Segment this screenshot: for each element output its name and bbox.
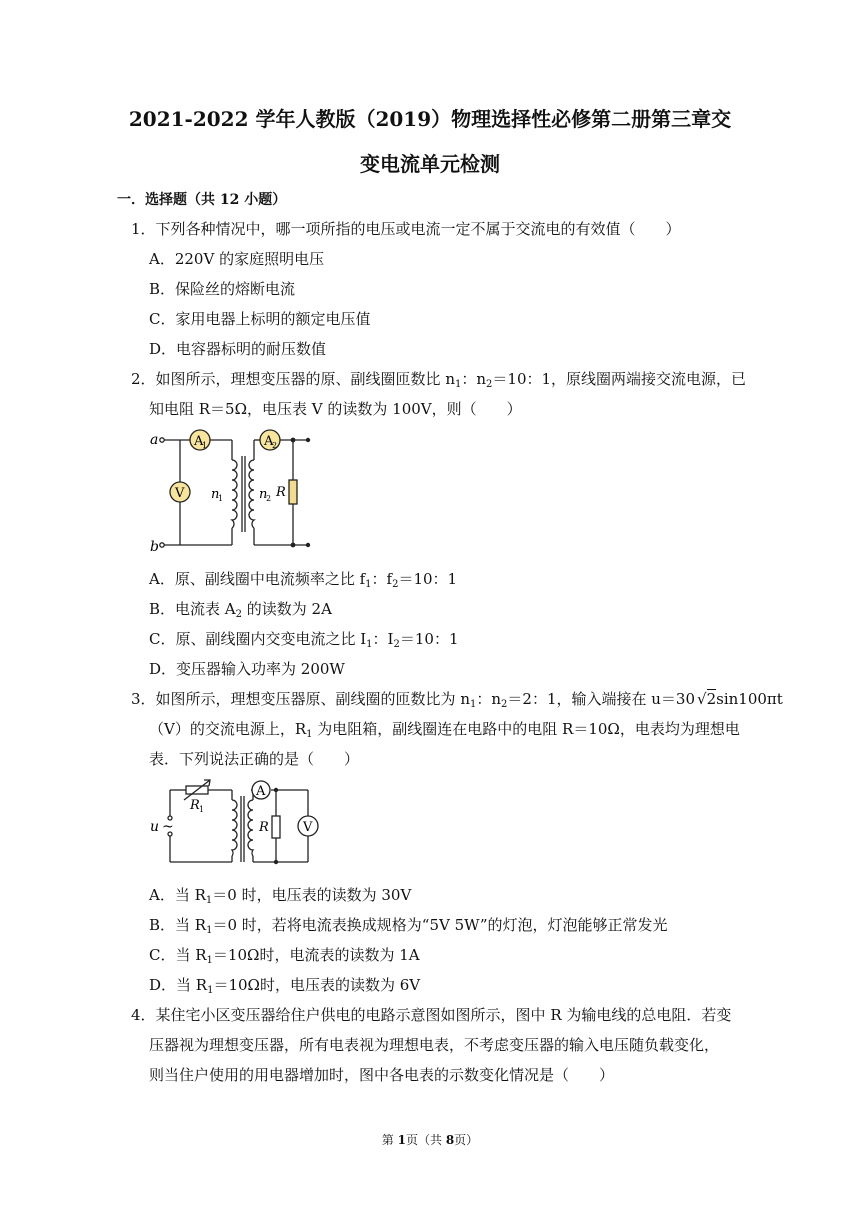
q3-voltmeter-label: V: [303, 820, 313, 835]
n1-label: n: [211, 487, 220, 502]
terminal-b-label: b: [150, 539, 159, 553]
q2-circuit-diagram: [148, 428, 318, 553]
q3-source-u-label: u: [150, 819, 160, 835]
ammeter-a2-label: A: [264, 434, 274, 449]
q2-stem: 2．如图所示，理想变压器的原、副线圈匝数比 $n_1$：$n_2=10$：1，原线圈两端接交流电源，已: [131, 370, 747, 390]
q2-option-a: A．原、副线圈中电流频率之比 $f_1$：$f_2=10$：1: [149, 570, 458, 590]
q3-r1-label: R: [190, 798, 200, 813]
voltmeter-label: V: [175, 486, 185, 501]
q3-option-b: B．当 $R_1=0$ 时，若将电流表换成规格为“5V 5W”的灯泡，灯泡能够正常发光: [149, 916, 668, 936]
svg-text:2: 2: [266, 494, 272, 503]
q1-stem: 1．下列各种情况中，哪一项所指的电压或电流一定不属于交流电的有效值（ ）: [131, 220, 681, 238]
q3-option-a: A．当 $R_1=0$ 时，电压表的读数为 30V: [149, 886, 412, 906]
section-heading: 一．选择题（共 12 小题）: [117, 192, 287, 208]
q4-stem-cont2: 则当住户使用的用电器增加时，图中各电表的示数变化情况是（ ）: [149, 1066, 615, 1084]
ammeter-a2-sub: 2: [272, 441, 278, 450]
q3-circuit-diagram: [148, 778, 323, 868]
q3-ammeter-label: A: [256, 784, 266, 799]
page-number: 1: [397, 1133, 406, 1147]
q2-option-b: B．电流表 $A_2$ 的读数为 2A: [149, 600, 332, 620]
q3-stem-cont2: 表．下列说法正确的是（ ）: [149, 750, 360, 768]
page-title-line1: 2021-2022 学年人教版（2019）物理选择性必修第二册第三章交: [128, 107, 732, 131]
terminal-a-label: a: [150, 432, 159, 448]
q1-option-c: C．家用电器上标明的额定电压值: [149, 310, 371, 328]
page-title-line2: 变电流单元检测: [360, 152, 500, 176]
page-footer: 第 1页（共 8页）: [381, 1133, 479, 1147]
resistor-r-label: R: [276, 485, 286, 500]
n2-label: n: [259, 487, 268, 502]
q4-stem-cont1: 压器视为理想变压器，所有电表视为理想电表，不考虑变压器的输入电压随负载变化，: [149, 1036, 720, 1054]
ac-source-symbol: ~: [162, 819, 174, 835]
q4-stem: 4．某住宅小区变压器给住户供电的电路示意图如图所示，图中 R 为输电线的总电阻．若变: [131, 1006, 732, 1024]
sqrt-symbol: √2: [697, 690, 717, 708]
q1-option-d: D．电容器标明的耐压数值: [149, 340, 327, 358]
ammeter-a1-sub: 1: [202, 441, 208, 450]
page-total: 8: [445, 1133, 455, 1147]
q1-option-b: B．保险丝的熔断电流: [149, 280, 296, 298]
svg-text:1: 1: [218, 494, 224, 503]
q2-stem-cont: 知电阻 R＝5Ω，电压表 V 的读数为 100V，则（ ）: [149, 400, 522, 418]
q3-option-d: D．当 $R_1=10\Omega$时，电压表的读数为 6V: [149, 976, 421, 996]
q3-stem: 3．如图所示，理想变压器原、副线圈的匝数比为 $n_1$：$n_2=2$：1，输入端接在 u＝30 √2sin100πt: [131, 690, 783, 710]
ammeter-a1-label: A: [194, 434, 204, 449]
q3-stem-cont1: （V）的交流电源上，$R_1$ 为电阻箱，副线圈连在电路中的电阻 R＝10Ω，电表均为理想电: [149, 720, 740, 740]
q2-option-c: C．原、副线圈内交变电流之比 $I_1$：$I_2=10$：1: [149, 630, 459, 650]
svg-text:1: 1: [199, 805, 205, 814]
q1-option-a: A．220V 的家庭照明电压: [149, 250, 325, 268]
q2-option-d: D．变压器输入功率为 200W: [149, 660, 345, 678]
q3-option-c: C．当 $R_1=10\Omega$时，电流表的读数为 1A: [149, 946, 420, 966]
q3-r-label: R: [259, 820, 269, 835]
